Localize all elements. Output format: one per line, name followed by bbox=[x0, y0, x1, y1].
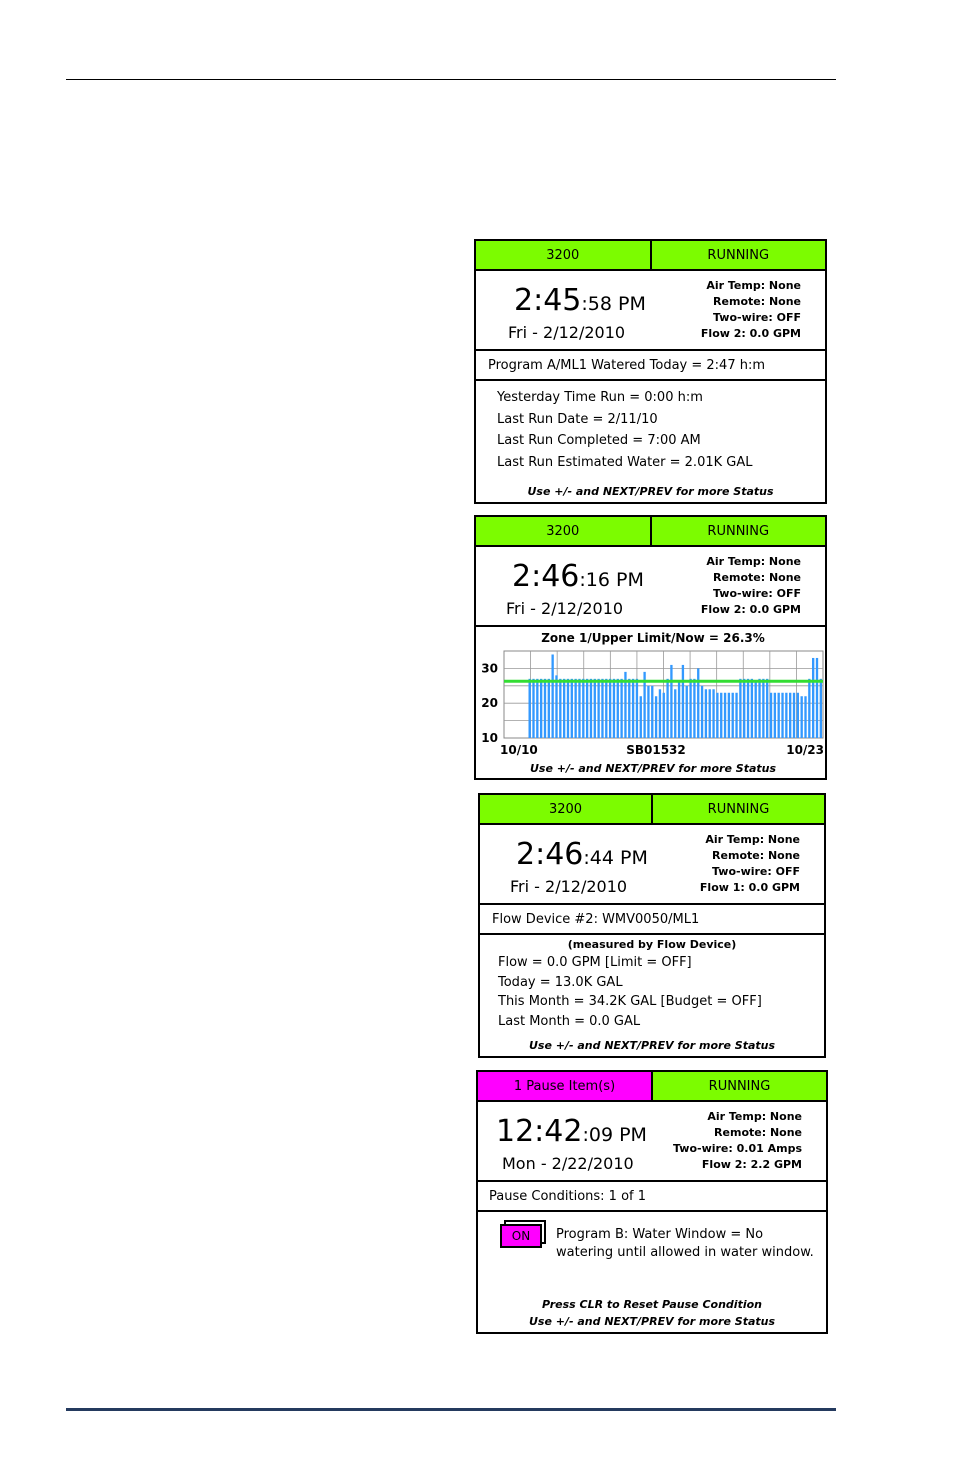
moisture-bar bbox=[697, 668, 699, 738]
clock-panel bbox=[476, 271, 825, 351]
moisture-bar bbox=[586, 679, 588, 738]
moisture-bar bbox=[655, 696, 657, 738]
top-rule bbox=[66, 79, 836, 80]
moisture-bar bbox=[743, 679, 745, 738]
status-header bbox=[476, 517, 825, 547]
current-time: 2:46:16 PM bbox=[512, 559, 644, 594]
moisture-bar bbox=[659, 689, 661, 738]
moisture-bar bbox=[597, 679, 599, 738]
moisture-bar bbox=[689, 679, 691, 738]
moisture-bar bbox=[751, 679, 753, 738]
current-date: Mon - 2/22/2010 bbox=[502, 1154, 634, 1173]
current-time: 12:42:09 PM bbox=[496, 1114, 647, 1149]
current-time: 2:46:44 PM bbox=[516, 837, 648, 872]
moisture-bar bbox=[651, 686, 653, 738]
moisture-bar bbox=[536, 679, 538, 738]
navigation-hint: Use +/- and NEXT/PREV for more Status bbox=[528, 1039, 776, 1052]
moisture-bar bbox=[559, 679, 561, 738]
detail-line: Flow = 0.0 GPM [Limit = OFF] bbox=[498, 955, 692, 970]
moisture-bar bbox=[578, 679, 580, 738]
moisture-bar bbox=[724, 693, 726, 738]
moisture-bar bbox=[563, 679, 565, 738]
moisture-bar bbox=[781, 693, 783, 738]
moisture-bar bbox=[555, 675, 557, 738]
detail-line: Last Run Date = 2/11/10 bbox=[497, 411, 658, 427]
moisture-bar bbox=[682, 665, 684, 738]
moisture-bar bbox=[732, 693, 734, 738]
flow-device-bar: Flow Device #2: WMV0050/ML1 bbox=[480, 905, 824, 935]
detail-line: Last Run Estimated Water = 2.01K GAL bbox=[497, 455, 753, 471]
status-header bbox=[478, 1072, 826, 1102]
clock-panel bbox=[480, 825, 824, 905]
moisture-bar bbox=[793, 693, 795, 738]
moisture-bar bbox=[705, 689, 707, 738]
moisture-bar bbox=[820, 679, 822, 738]
moisture-bar bbox=[728, 693, 730, 738]
run-state: RUNNING bbox=[653, 1072, 826, 1100]
current-date: Fri - 2/12/2010 bbox=[510, 877, 628, 896]
status-header bbox=[480, 795, 824, 825]
detail-line: Yesterday Time Run = 0:00 h:m bbox=[497, 390, 703, 405]
moisture-bar bbox=[735, 693, 737, 738]
controller-id: 3200 bbox=[476, 241, 652, 269]
y-tick-label: 10 bbox=[481, 731, 498, 745]
moisture-bar bbox=[789, 693, 791, 738]
moisture-bar bbox=[686, 686, 688, 738]
moisture-bar bbox=[812, 658, 814, 738]
moisture-bar bbox=[755, 682, 757, 738]
moisture-bar bbox=[816, 658, 818, 738]
moisture-bar bbox=[613, 679, 615, 738]
y-tick-label: 20 bbox=[481, 696, 498, 711]
moisture-bar bbox=[632, 679, 634, 738]
moisture-bar bbox=[674, 689, 676, 738]
measurement-source: (measured by Flow Device) bbox=[567, 938, 737, 951]
moisture-bar bbox=[770, 693, 772, 738]
moisture-bar bbox=[747, 679, 749, 738]
moisture-bar bbox=[544, 679, 546, 738]
y-tick-label: 30 bbox=[481, 661, 498, 676]
run-state: RUNNING bbox=[653, 795, 824, 823]
moisture-bar bbox=[758, 679, 760, 738]
moisture-bar bbox=[647, 686, 649, 738]
moisture-bar bbox=[605, 679, 607, 738]
moisture-bar bbox=[693, 679, 695, 738]
chart-title: Zone 1/Upper Limit/Now = 26.3% bbox=[541, 631, 765, 645]
moisture-bar bbox=[678, 682, 680, 738]
moisture-bar bbox=[590, 679, 592, 738]
program-details bbox=[476, 381, 825, 504]
navigation-hint: Use +/- and NEXT/PREV for more Status bbox=[529, 762, 777, 775]
navigation-hint: Use +/- and NEXT/PREV for more Status bbox=[528, 1315, 776, 1328]
status-screen-moisture-chart bbox=[474, 515, 827, 780]
controller-id: 3200 bbox=[480, 795, 653, 823]
moisture-bar bbox=[601, 679, 603, 738]
moisture-bar bbox=[709, 689, 711, 738]
moisture-bar bbox=[636, 679, 638, 738]
current-time: 2:45:58 PM bbox=[514, 283, 646, 318]
moisture-bar bbox=[548, 679, 550, 738]
moisture-bar bbox=[628, 679, 630, 738]
sensor-readout: Air Temp: None Remote: None Two-wire: OFF Flow 1: 0.0 GPM bbox=[699, 833, 800, 894]
detail-line: Last Month = 0.0 GAL bbox=[498, 1013, 641, 1029]
detail-line: Last Run Completed = 7:00 AM bbox=[497, 433, 701, 449]
moisture-bar bbox=[762, 679, 764, 738]
moisture-bar bbox=[567, 679, 569, 738]
status-screen-pause bbox=[476, 1070, 828, 1334]
sensor-id-label: SB01532 bbox=[626, 743, 686, 757]
moisture-bar bbox=[774, 693, 776, 738]
flow-details bbox=[480, 935, 824, 1058]
status-screen-flow-device bbox=[478, 793, 826, 1058]
x-start-label: 10/10 bbox=[500, 743, 538, 757]
current-date: Fri - 2/12/2010 bbox=[506, 599, 624, 618]
moisture-bar bbox=[785, 693, 787, 738]
moisture-bar bbox=[716, 693, 718, 738]
moisture-bar bbox=[666, 679, 668, 738]
moisture-bar bbox=[808, 679, 810, 738]
reset-hint: Press CLR to Reset Pause Condition bbox=[541, 1298, 762, 1311]
clock-panel bbox=[478, 1102, 826, 1182]
moisture-bar bbox=[801, 696, 803, 738]
clock-panel bbox=[476, 547, 825, 627]
moisture-bar bbox=[804, 696, 806, 738]
moisture-chart bbox=[476, 627, 825, 778]
moisture-bar bbox=[551, 654, 553, 738]
program-bar: Program A/ML1 Watered Today = 2:47 h:m bbox=[476, 351, 825, 381]
moisture-bar bbox=[720, 693, 722, 738]
sensor-readout: Air Temp: None Remote: None Two-wire: 0.01 Amps Flow 2: 2.2 GPM bbox=[673, 1110, 802, 1171]
moisture-bar bbox=[712, 689, 714, 738]
sensor-readout: Air Temp: None Remote: None Two-wire: OFF Flow 2: 0.0 GPM bbox=[700, 279, 801, 340]
current-date: Fri - 2/12/2010 bbox=[508, 323, 626, 342]
pause-description: Program B: Water Window = No watering until allowed in water window. bbox=[556, 1227, 814, 1260]
pause-on-toggle[interactable]: ON bbox=[500, 1222, 544, 1246]
moisture-bar bbox=[532, 679, 534, 738]
moisture-bar bbox=[739, 679, 741, 738]
moisture-bar bbox=[582, 679, 584, 738]
navigation-hint: Use +/- and NEXT/PREV for more Status bbox=[527, 485, 774, 498]
pause-details bbox=[478, 1212, 826, 1334]
moisture-bar bbox=[797, 693, 799, 738]
moisture-bar bbox=[609, 679, 611, 738]
detail-line: This Month = 34.2K GAL [Budget = OFF] bbox=[498, 994, 762, 1009]
status-header bbox=[476, 241, 825, 271]
bottom-rule bbox=[66, 1408, 836, 1411]
moisture-bar bbox=[620, 679, 622, 738]
moisture-bar bbox=[640, 696, 642, 738]
moisture-bar bbox=[663, 693, 665, 738]
moisture-bar bbox=[766, 679, 768, 738]
detail-line: Today = 13.0K GAL bbox=[498, 974, 623, 990]
moisture-bar bbox=[778, 693, 780, 738]
moisture-bar bbox=[617, 679, 619, 738]
moisture-bar bbox=[574, 679, 576, 738]
moisture-bar bbox=[670, 665, 672, 738]
run-state: RUNNING bbox=[652, 241, 826, 269]
moisture-bar bbox=[701, 686, 703, 738]
pause-conditions-bar: Pause Conditions: 1 of 1 bbox=[478, 1182, 826, 1212]
status-screen-program bbox=[474, 239, 827, 504]
moisture-chart-panel bbox=[476, 627, 825, 778]
moisture-bar bbox=[571, 679, 573, 738]
x-end-label: 10/23 bbox=[786, 743, 824, 757]
controller-id: 3200 bbox=[476, 517, 652, 545]
moisture-bar bbox=[594, 679, 596, 738]
moisture-bar bbox=[529, 679, 531, 738]
pause-count[interactable]: 1 Pause Item(s) bbox=[478, 1072, 653, 1100]
moisture-bar bbox=[540, 679, 542, 738]
sensor-readout: Air Temp: None Remote: None Two-wire: OFF Flow 2: 0.0 GPM bbox=[700, 555, 801, 616]
run-state: RUNNING bbox=[652, 517, 826, 545]
